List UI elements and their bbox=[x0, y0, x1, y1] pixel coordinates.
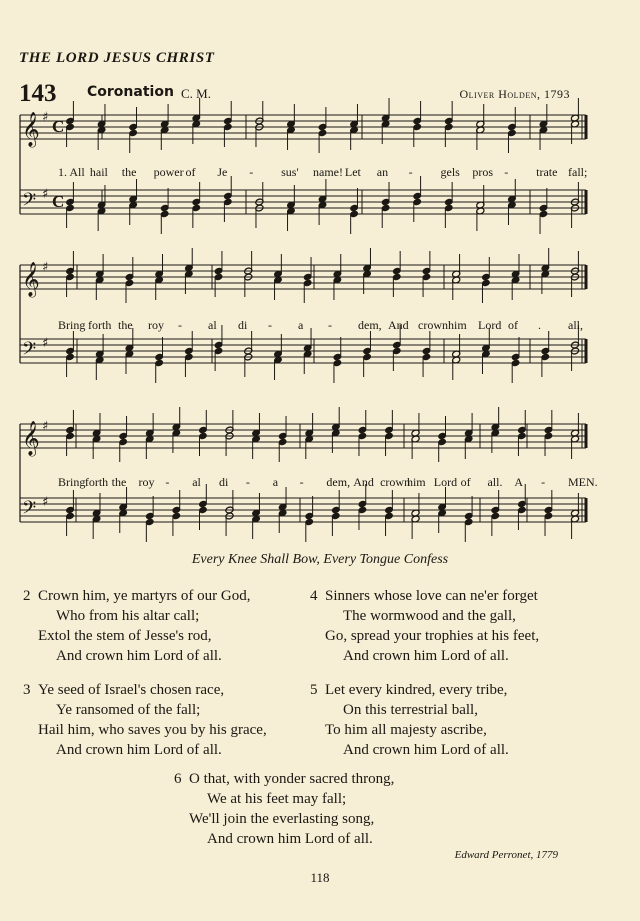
lyric-syllable: fall; bbox=[568, 165, 588, 179]
verse-2 bbox=[23, 586, 251, 666]
lyric-syllable: the bbox=[121, 165, 137, 179]
treble-clef: 𝄞 bbox=[22, 112, 40, 147]
key-signature-sharp: ♯ bbox=[42, 110, 49, 125]
lyric-syllable: all, bbox=[568, 318, 583, 332]
verse-line: Extol the stem of Jesse's rod, bbox=[38, 628, 212, 644]
lyric-syllable: - bbox=[178, 318, 182, 332]
verse-line: We at his feet may fall; bbox=[207, 791, 347, 807]
lyric-syllable: And bbox=[388, 318, 409, 332]
verse-3 bbox=[23, 680, 267, 760]
bass-clef: 𝄢 bbox=[22, 339, 37, 364]
verse-line: Let every kindred, every tribe, bbox=[325, 682, 508, 698]
lyric-syllable: forth bbox=[84, 475, 109, 489]
verse-line: Crown him, ye martyrs of our God, bbox=[38, 588, 251, 604]
verse-line: And crown him Lord of all. bbox=[343, 648, 509, 664]
lyric-syllable: roy bbox=[148, 318, 164, 332]
lyric-syllable: - bbox=[268, 318, 272, 332]
composer: Oliver Holden, 1793 bbox=[459, 87, 570, 101]
verse-line: Who from his altar call; bbox=[56, 608, 200, 624]
lyric-syllable: - bbox=[245, 475, 250, 489]
lyric-syllable: trate bbox=[536, 165, 558, 179]
lyric-syllable: al bbox=[192, 475, 201, 489]
key-signature-sharp: ♯ bbox=[42, 495, 49, 510]
lyric-syllable: Lord bbox=[478, 318, 502, 332]
lyric-syllable: him bbox=[406, 475, 426, 489]
lyric-syllable: the bbox=[118, 318, 133, 332]
lyric-syllable: a bbox=[298, 318, 304, 332]
verse-4 bbox=[310, 586, 540, 666]
lyric-syllable: a bbox=[272, 475, 279, 489]
lyric-syllable: roy bbox=[138, 475, 155, 489]
key-signature-sharp: ♯ bbox=[42, 260, 49, 275]
lyric-syllable: - bbox=[408, 165, 413, 179]
verse-line: On this terrestrial ball, bbox=[343, 702, 478, 718]
verse-line: And crown him Lord of all. bbox=[56, 648, 222, 664]
bass-clef: 𝄢 bbox=[22, 498, 37, 523]
time-signature-bass: C bbox=[52, 192, 65, 211]
bass-clef: 𝄢 bbox=[22, 190, 37, 215]
lyric-syllable: al bbox=[208, 318, 217, 332]
lyric-syllable: Je bbox=[217, 165, 228, 179]
treble-clef: 𝄞 bbox=[22, 262, 40, 297]
lyric-syllable: Bring bbox=[58, 475, 86, 489]
lyric-syllable: dem, bbox=[326, 475, 351, 489]
hymn-subtitle: Every Knee Shall Bow, Every Tongue Confess bbox=[191, 552, 449, 567]
verse-line: Hail him, who saves you by his grace, bbox=[38, 722, 267, 738]
lyric-syllable: crown bbox=[380, 475, 411, 489]
lyric-syllable: of bbox=[460, 475, 471, 489]
verse-line: O that, with yonder sacred throng, bbox=[189, 771, 395, 787]
lyric-syllable: dem, bbox=[358, 318, 382, 332]
lyric-syllable: him bbox=[448, 318, 467, 332]
section-title: THE LORD JESUS CHRIST bbox=[19, 50, 215, 66]
text-author: Edward Perronet, 1779 bbox=[454, 849, 558, 861]
lyric-syllable: an bbox=[376, 165, 389, 179]
verse-number: 5 bbox=[310, 682, 318, 698]
lyric-syllable: Let bbox=[344, 165, 361, 179]
lyric-syllable: - bbox=[504, 165, 509, 179]
lyric-syllable: - bbox=[165, 475, 170, 489]
lyric-syllable: power bbox=[153, 165, 184, 179]
page-number: 118 bbox=[310, 870, 330, 885]
key-signature-sharp: ♯ bbox=[42, 187, 49, 202]
verse-6 bbox=[174, 769, 395, 849]
verse-line: And crown him Lord of all. bbox=[207, 831, 373, 847]
lyric-syllable: - bbox=[299, 475, 304, 489]
lyric-syllable: di bbox=[219, 475, 229, 489]
lyric-syllable: Lord bbox=[433, 475, 458, 489]
lyric-syllable: di bbox=[238, 318, 248, 332]
verse-line: Sinners whose love can ne'er forget bbox=[325, 588, 538, 604]
lyric-syllable: - bbox=[541, 475, 546, 489]
verse-number: 6 bbox=[174, 771, 182, 787]
verse-5 bbox=[310, 680, 509, 760]
verse-number: 3 bbox=[23, 682, 31, 698]
verse-number: 2 bbox=[23, 588, 31, 604]
verse-line: Ye seed of Israel's chosen race, bbox=[38, 682, 225, 698]
lyric-syllable: 1. All bbox=[58, 165, 85, 179]
verse-line: We'll join the everlasting song, bbox=[189, 811, 375, 827]
lyric-syllable: gels bbox=[440, 165, 460, 179]
lyric-syllable: A bbox=[514, 475, 523, 489]
lyric-syllable: And bbox=[353, 475, 374, 489]
meter: C. M. bbox=[181, 86, 211, 101]
lyric-syllable: all. bbox=[487, 475, 503, 489]
verse-line: And crown him Lord of all. bbox=[56, 742, 222, 758]
lyric-syllable: forth bbox=[88, 318, 112, 332]
treble-clef: 𝄞 bbox=[22, 421, 40, 456]
verse-line: To him all majesty ascribe, bbox=[325, 722, 487, 738]
lyric-syllable: name! bbox=[313, 165, 343, 179]
verse-line: Go, spread your trophies at his feet, bbox=[325, 628, 540, 644]
key-signature-sharp: ♯ bbox=[42, 419, 49, 434]
lyric-syllable: crown bbox=[418, 318, 448, 332]
verse-line: The wormwood and the gall, bbox=[343, 608, 516, 624]
lyric-syllable: pros bbox=[472, 165, 494, 179]
verse-line: And crown him Lord of all. bbox=[343, 742, 509, 758]
hymn-number: 143 bbox=[19, 80, 57, 107]
lyric-syllable: of bbox=[185, 165, 196, 179]
lyric-syllable: - bbox=[328, 318, 332, 332]
tune-name: Coronation bbox=[87, 84, 174, 100]
lyric-syllable: MEN. bbox=[568, 475, 598, 489]
lyric-syllable: of bbox=[508, 318, 518, 332]
key-signature-sharp: ♯ bbox=[42, 336, 49, 351]
time-signature-treble: C bbox=[52, 117, 65, 136]
verse-line: Ye ransomed of the fall; bbox=[56, 702, 201, 718]
lyric-syllable: . bbox=[538, 318, 541, 332]
lyric-syllable: the bbox=[111, 475, 127, 489]
lyric-syllable: Bring bbox=[58, 318, 86, 332]
lyric-syllable: sus' bbox=[281, 165, 299, 179]
lyric-syllable: - bbox=[249, 165, 254, 179]
lyric-syllable: hail bbox=[89, 165, 108, 179]
verse-number: 4 bbox=[310, 588, 318, 604]
